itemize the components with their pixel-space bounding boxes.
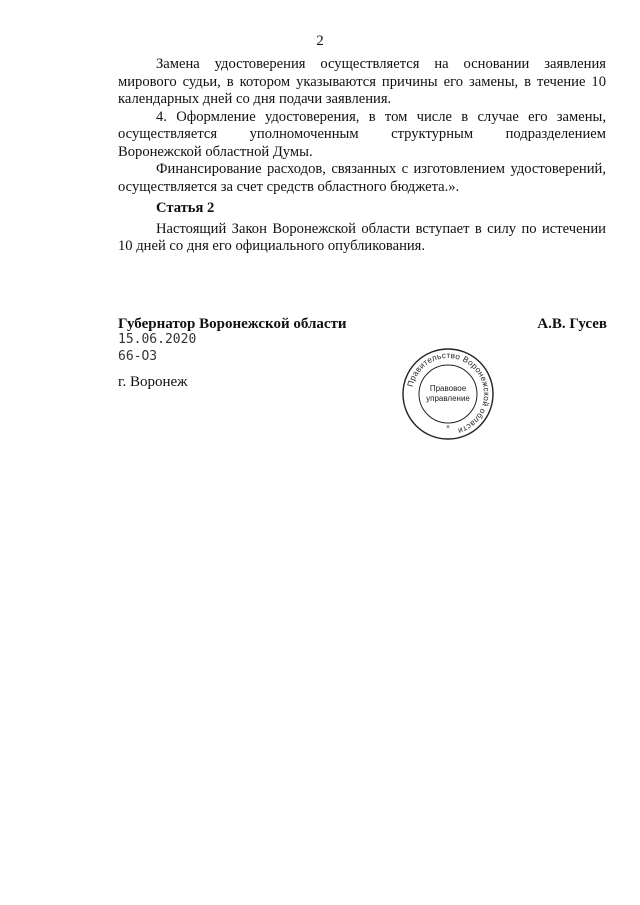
paragraph-replacement: Замена удостоверения осуществляется на основании заявления мирового судьи, в котором указываются причины его замены, в течение 10 календарных дней со дня подачи заявления. <box>118 56 606 107</box>
article-2-title: Статья 2 <box>156 200 215 216</box>
document-body <box>118 56 606 256</box>
paragraph-registration: 4. Оформление удостоверения, в том числе в случае его замены, осуществляется уполномоченным структурным подразделением Воронежской областной Думы. <box>118 108 606 160</box>
stamp-center-line-2: управление <box>426 394 470 403</box>
paragraph-financing: Финансирование расходов, связанных с изготовлением удостоверений, осуществляется за счет средств областного бюджета.». <box>118 161 606 195</box>
city-name: г. Воронеж <box>118 374 188 390</box>
stamp-ring-text: Правительство Воронежской области <box>405 350 492 436</box>
signatory-name: А.В. Гусев <box>537 316 607 332</box>
document-date: 15.06.2020 <box>118 332 197 347</box>
document-number: 66-ОЗ <box>118 349 158 364</box>
page-number: 2 <box>316 33 324 49</box>
official-stamp-icon <box>400 346 496 442</box>
stamp-center-line-1: Правовое <box>429 384 467 393</box>
signatory-title: Губернатор Воронежской области <box>118 316 347 332</box>
paragraph-entry-into-force: Настоящий Закон Воронежской области вступает в силу по истечении 10 дней со дня его официального опубликования. <box>118 220 606 254</box>
stamp-star-icon: * <box>446 424 450 432</box>
